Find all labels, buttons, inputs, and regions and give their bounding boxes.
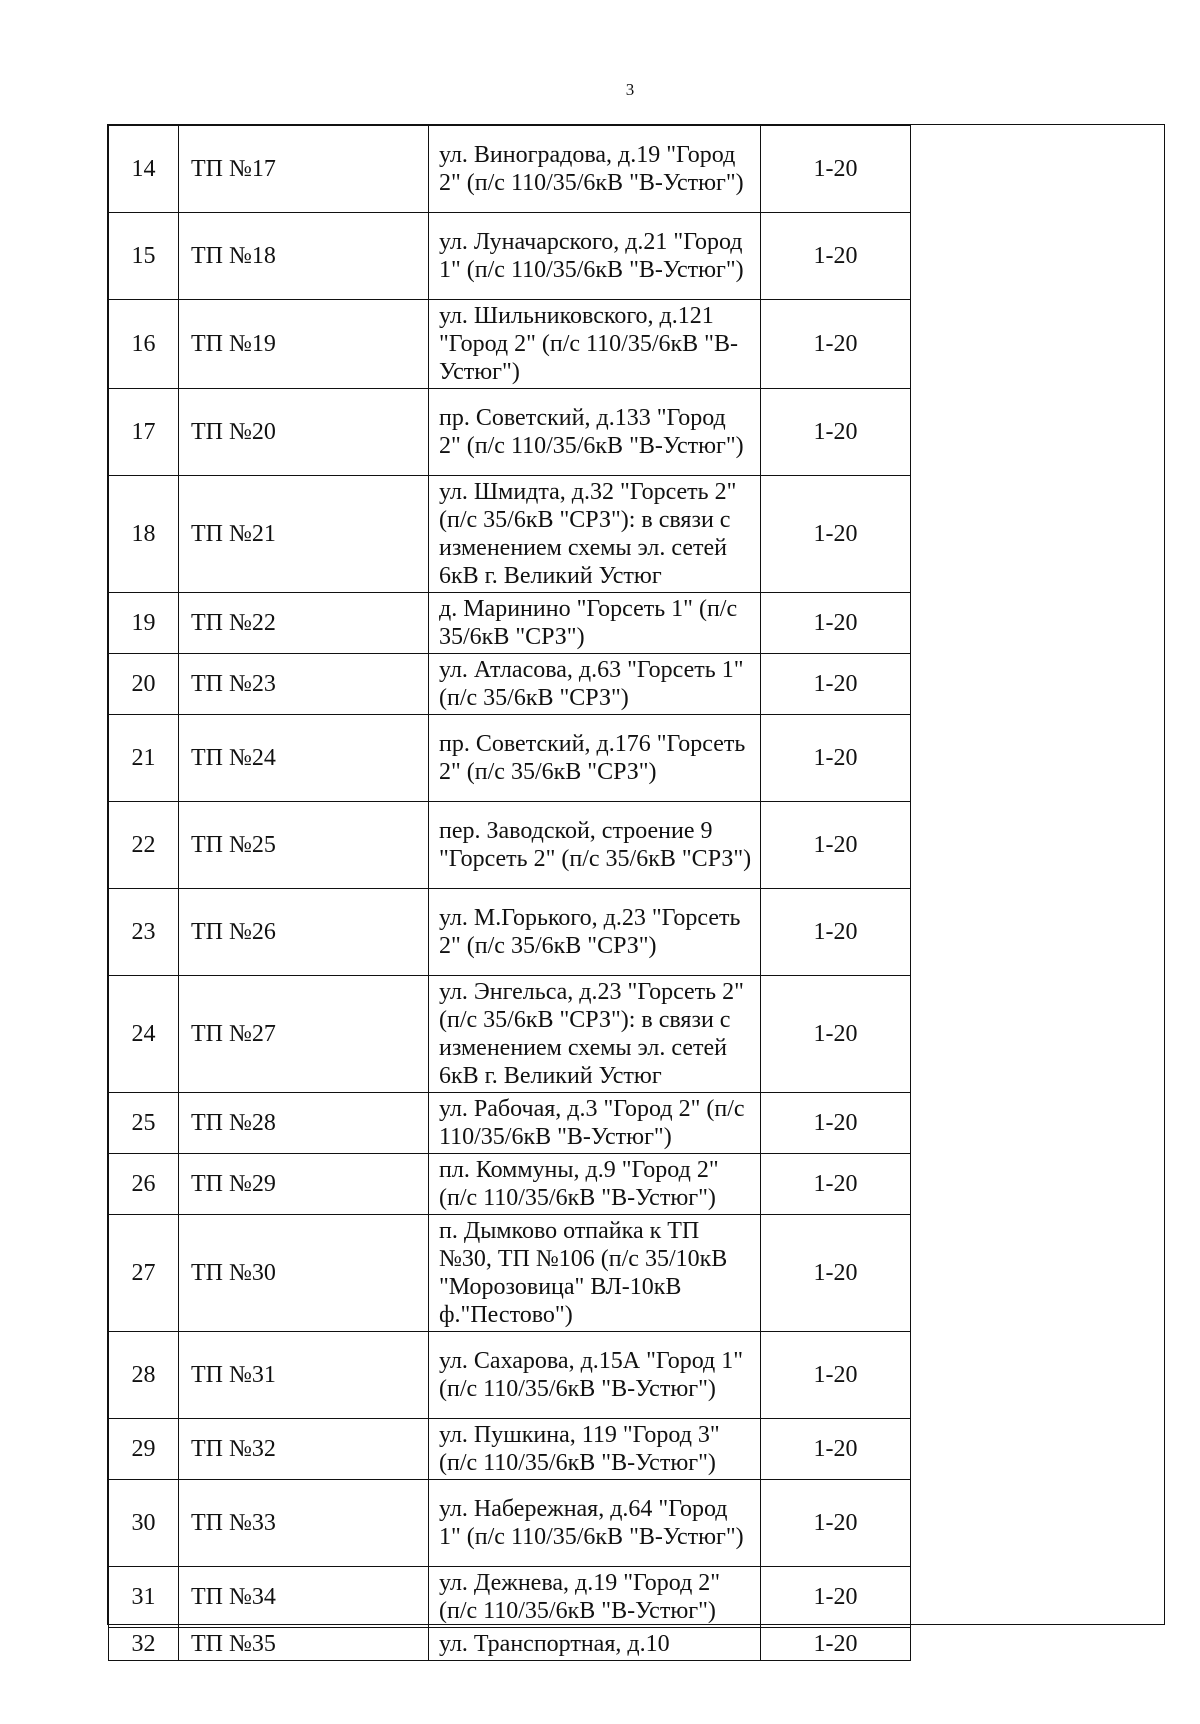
category-cell: 1-20 xyxy=(761,654,911,715)
address-cell: ул. Сахарова, д.15А "Город 1" (п/с 110/35/6кВ "В-Устюг") xyxy=(429,1332,761,1419)
row-number-cell: 31 xyxy=(109,1567,179,1628)
category-cell: 1-20 xyxy=(761,1093,911,1154)
address-cell: ул. Транспортная, д.10 xyxy=(429,1628,761,1661)
substation-cell: ТП №34 xyxy=(179,1567,429,1628)
category-cell: 1-20 xyxy=(761,802,911,889)
row-number-cell: 23 xyxy=(109,889,179,976)
category-cell: 1-20 xyxy=(761,1480,911,1567)
substation-cell: ТП №29 xyxy=(179,1154,429,1215)
address-cell: ул. Дежнева, д.19 "Город 2" (п/с 110/35/6кВ "В-Устюг") xyxy=(429,1567,761,1628)
row-number-cell: 16 xyxy=(109,300,179,389)
address-cell: ул. Энгельса, д.23 "Горсеть 2" (п/с 35/6кВ "СРЗ"): в связи с изменением схемы эл. сетей 6кВ г. Великий Устюг xyxy=(429,976,761,1093)
table-row xyxy=(109,1628,911,1661)
substation-cell: ТП №33 xyxy=(179,1480,429,1567)
table-row xyxy=(109,126,911,213)
substation-cell: ТП №21 xyxy=(179,476,429,593)
substation-cell: ТП №26 xyxy=(179,889,429,976)
table-row xyxy=(109,1480,911,1567)
table-body xyxy=(109,126,911,1661)
address-cell: пр. Советский, д.133 "Город 2" (п/с 110/35/6кВ "В-Устюг") xyxy=(429,389,761,476)
address-cell: д. Маринино "Горсеть 1" (п/с 35/6кВ "СРЗ") xyxy=(429,593,761,654)
substation-cell: ТП №30 xyxy=(179,1215,429,1332)
row-number-cell: 14 xyxy=(109,126,179,213)
category-cell: 1-20 xyxy=(761,389,911,476)
table-row xyxy=(109,300,911,389)
row-number-cell: 32 xyxy=(109,1628,179,1661)
category-cell: 1-20 xyxy=(761,593,911,654)
substation-cell: ТП №27 xyxy=(179,976,429,1093)
row-number-cell: 21 xyxy=(109,715,179,802)
table-row xyxy=(109,976,911,1093)
address-cell: ул. Набережная, д.64 "Город 1" (п/с 110/35/6кВ "В-Устюг") xyxy=(429,1480,761,1567)
substation-table xyxy=(108,125,911,1661)
category-cell: 1-20 xyxy=(761,976,911,1093)
category-cell: 1-20 xyxy=(761,1419,911,1480)
substation-cell: ТП №24 xyxy=(179,715,429,802)
row-number-cell: 17 xyxy=(109,389,179,476)
substation-cell: ТП №35 xyxy=(179,1628,429,1661)
table-row xyxy=(109,802,911,889)
category-cell: 1-20 xyxy=(761,1567,911,1628)
substation-cell: ТП №19 xyxy=(179,300,429,389)
category-cell: 1-20 xyxy=(761,126,911,213)
category-cell: 1-20 xyxy=(761,889,911,976)
row-number-cell: 22 xyxy=(109,802,179,889)
row-number-cell: 20 xyxy=(109,654,179,715)
substation-cell: ТП №25 xyxy=(179,802,429,889)
substation-cell: ТП №32 xyxy=(179,1419,429,1480)
category-cell: 1-20 xyxy=(761,213,911,300)
substation-cell: ТП №17 xyxy=(179,126,429,213)
category-cell: 1-20 xyxy=(761,715,911,802)
row-number-cell: 19 xyxy=(109,593,179,654)
table-row xyxy=(109,476,911,593)
table-row xyxy=(109,654,911,715)
table-row xyxy=(109,1215,911,1332)
substation-cell: ТП №31 xyxy=(179,1332,429,1419)
row-number-cell: 30 xyxy=(109,1480,179,1567)
address-cell: ул. Шмидта, д.32 "Горсеть 2" (п/с 35/6кВ "СРЗ"): в связи с изменением схемы эл. сетей 6кВ г. Великий Устюг xyxy=(429,476,761,593)
substation-cell: ТП №23 xyxy=(179,654,429,715)
address-cell: пер. Заводской, строение 9 "Горсеть 2" (п/с 35/6кВ "СРЗ") xyxy=(429,802,761,889)
substation-cell: ТП №18 xyxy=(179,213,429,300)
table-row xyxy=(109,213,911,300)
address-cell: ул. Луначарского, д.21 "Город 1" (п/с 110/35/6кВ "В-Устюг") xyxy=(429,213,761,300)
row-number-cell: 29 xyxy=(109,1419,179,1480)
row-number-cell: 18 xyxy=(109,476,179,593)
row-number-cell: 28 xyxy=(109,1332,179,1419)
substation-cell: ТП №28 xyxy=(179,1093,429,1154)
address-cell: пр. Советский, д.176 "Горсеть 2" (п/с 35/6кВ "СРЗ") xyxy=(429,715,761,802)
row-number-cell: 26 xyxy=(109,1154,179,1215)
row-number-cell: 15 xyxy=(109,213,179,300)
table-row xyxy=(109,1419,911,1480)
category-cell: 1-20 xyxy=(761,300,911,389)
table-row xyxy=(109,593,911,654)
address-cell: ул. М.Горького, д.23 "Горсеть 2" (п/с 35/6кВ "СРЗ") xyxy=(429,889,761,976)
table-row xyxy=(109,715,911,802)
category-cell: 1-20 xyxy=(761,1215,911,1332)
table-row xyxy=(109,1093,911,1154)
address-cell: ул. Пушкина, 119 "Город 3" (п/с 110/35/6кВ "В-Устюг") xyxy=(429,1419,761,1480)
address-cell: ул. Виноградова, д.19 "Город 2" (п/с 110/35/6кВ "В-Устюг") xyxy=(429,126,761,213)
table-frame xyxy=(107,124,1165,1657)
category-cell: 1-20 xyxy=(761,1154,911,1215)
table-row xyxy=(109,889,911,976)
row-number-cell: 24 xyxy=(109,976,179,1093)
table-row xyxy=(109,1154,911,1215)
table-row xyxy=(109,1332,911,1419)
page-number: 3 xyxy=(625,80,635,99)
table-row xyxy=(109,1567,911,1628)
substation-cell: ТП №22 xyxy=(179,593,429,654)
row-number-cell: 27 xyxy=(109,1215,179,1332)
category-cell: 1-20 xyxy=(761,476,911,593)
table-row xyxy=(109,389,911,476)
substation-cell: ТП №20 xyxy=(179,389,429,476)
address-cell: ул. Шильниковского, д.121 "Город 2" (п/с 110/35/6кВ "В-Устюг") xyxy=(429,300,761,389)
category-cell: 1-20 xyxy=(761,1332,911,1419)
row-number-cell: 25 xyxy=(109,1093,179,1154)
address-cell: п. Дымково отпайка к ТП №30, ТП №106 (п/с 35/10кВ "Морозовица" ВЛ-10кВ ф."Пестово") xyxy=(429,1215,761,1332)
address-cell: пл. Коммуны, д.9 "Город 2" (п/с 110/35/6кВ "В-Устюг") xyxy=(429,1154,761,1215)
address-cell: ул. Рабочая, д.3 "Город 2" (п/с 110/35/6кВ "В-Устюг") xyxy=(429,1093,761,1154)
category-cell: 1-20 xyxy=(761,1628,911,1661)
address-cell: ул. Атласова, д.63 "Горсеть 1" (п/с 35/6кВ "СРЗ") xyxy=(429,654,761,715)
